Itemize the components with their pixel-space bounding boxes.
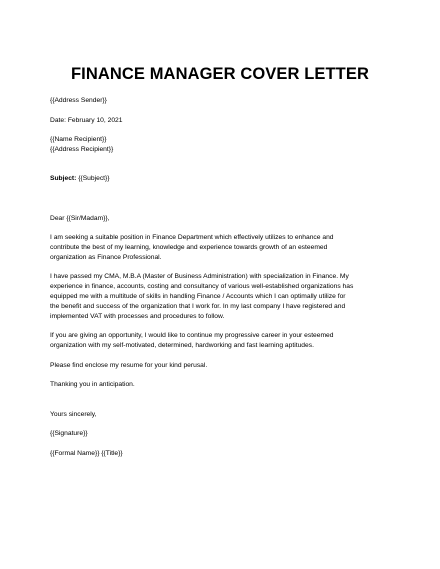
- paragraph-5: [50, 380, 395, 390]
- signature-placeholder: {{Signature}}: [50, 430, 88, 438]
- subject-line: [50, 174, 395, 184]
- paragraph-line: contribute the best of my learning, knowledge and experience towards growth of an esteemed: [50, 243, 328, 251]
- recipient-name: {{Name Recipient}}: [50, 136, 107, 144]
- letter-body: [50, 96, 395, 458]
- formal-name: {{Formal Name}} {{Title}}: [50, 449, 123, 457]
- paragraph-line: Thanking you in anticipation.: [50, 381, 135, 389]
- paragraph-line: organization as Finance Professional.: [50, 253, 162, 261]
- paragraph-4: [50, 361, 395, 371]
- paragraph-1: [50, 233, 395, 262]
- paragraph-line: I am seeking a suitable position in Finance Department which effectively utilizes to enhance and: [50, 234, 334, 242]
- recipient-address: {{Address Recipient}}: [50, 145, 114, 153]
- paragraph-line: experience in finance, accounts, costing and consultancy of various well-established organizations has: [50, 283, 354, 291]
- paragraph-line: the benefit and success of the organization that I work for. In my last company I have registered and: [50, 302, 346, 310]
- paragraph-line: If you are giving an opportunity, I would like to continue my progressive career in your esteemed: [50, 332, 334, 340]
- subject-value: {{Subject}}: [76, 175, 110, 183]
- sender-address: {{Address Sender}}: [50, 97, 107, 104]
- closing: Yours sincerely,: [50, 410, 97, 418]
- paragraph-line: I have passed my CMA, M.B.A (Master of Business Administration) with specialization in Finance. My: [50, 273, 349, 281]
- paragraph-line: Please find enclose my resume for your kind perusal.: [50, 361, 208, 369]
- subject-label: Subject:: [50, 175, 77, 183]
- letter-date: Date: February 10, 2021: [50, 116, 123, 124]
- paragraph-line: organization with my self-motivated, determined, hardworking and fast learning aptitudes.: [50, 341, 314, 349]
- paragraph-2: [50, 272, 395, 321]
- document-title: FINANCE MANAGER COVER LETTER: [71, 65, 369, 83]
- paragraph-line: implemented VAT with processes and procedures to follow.: [50, 312, 225, 320]
- paragraph-3: [50, 331, 395, 351]
- paragraph-line: equipped me with a multitude of skills in handling Finance / Accounts which I can optimally utilize for: [50, 292, 346, 300]
- salutation: Dear {{Sir/Madam}},: [50, 214, 110, 222]
